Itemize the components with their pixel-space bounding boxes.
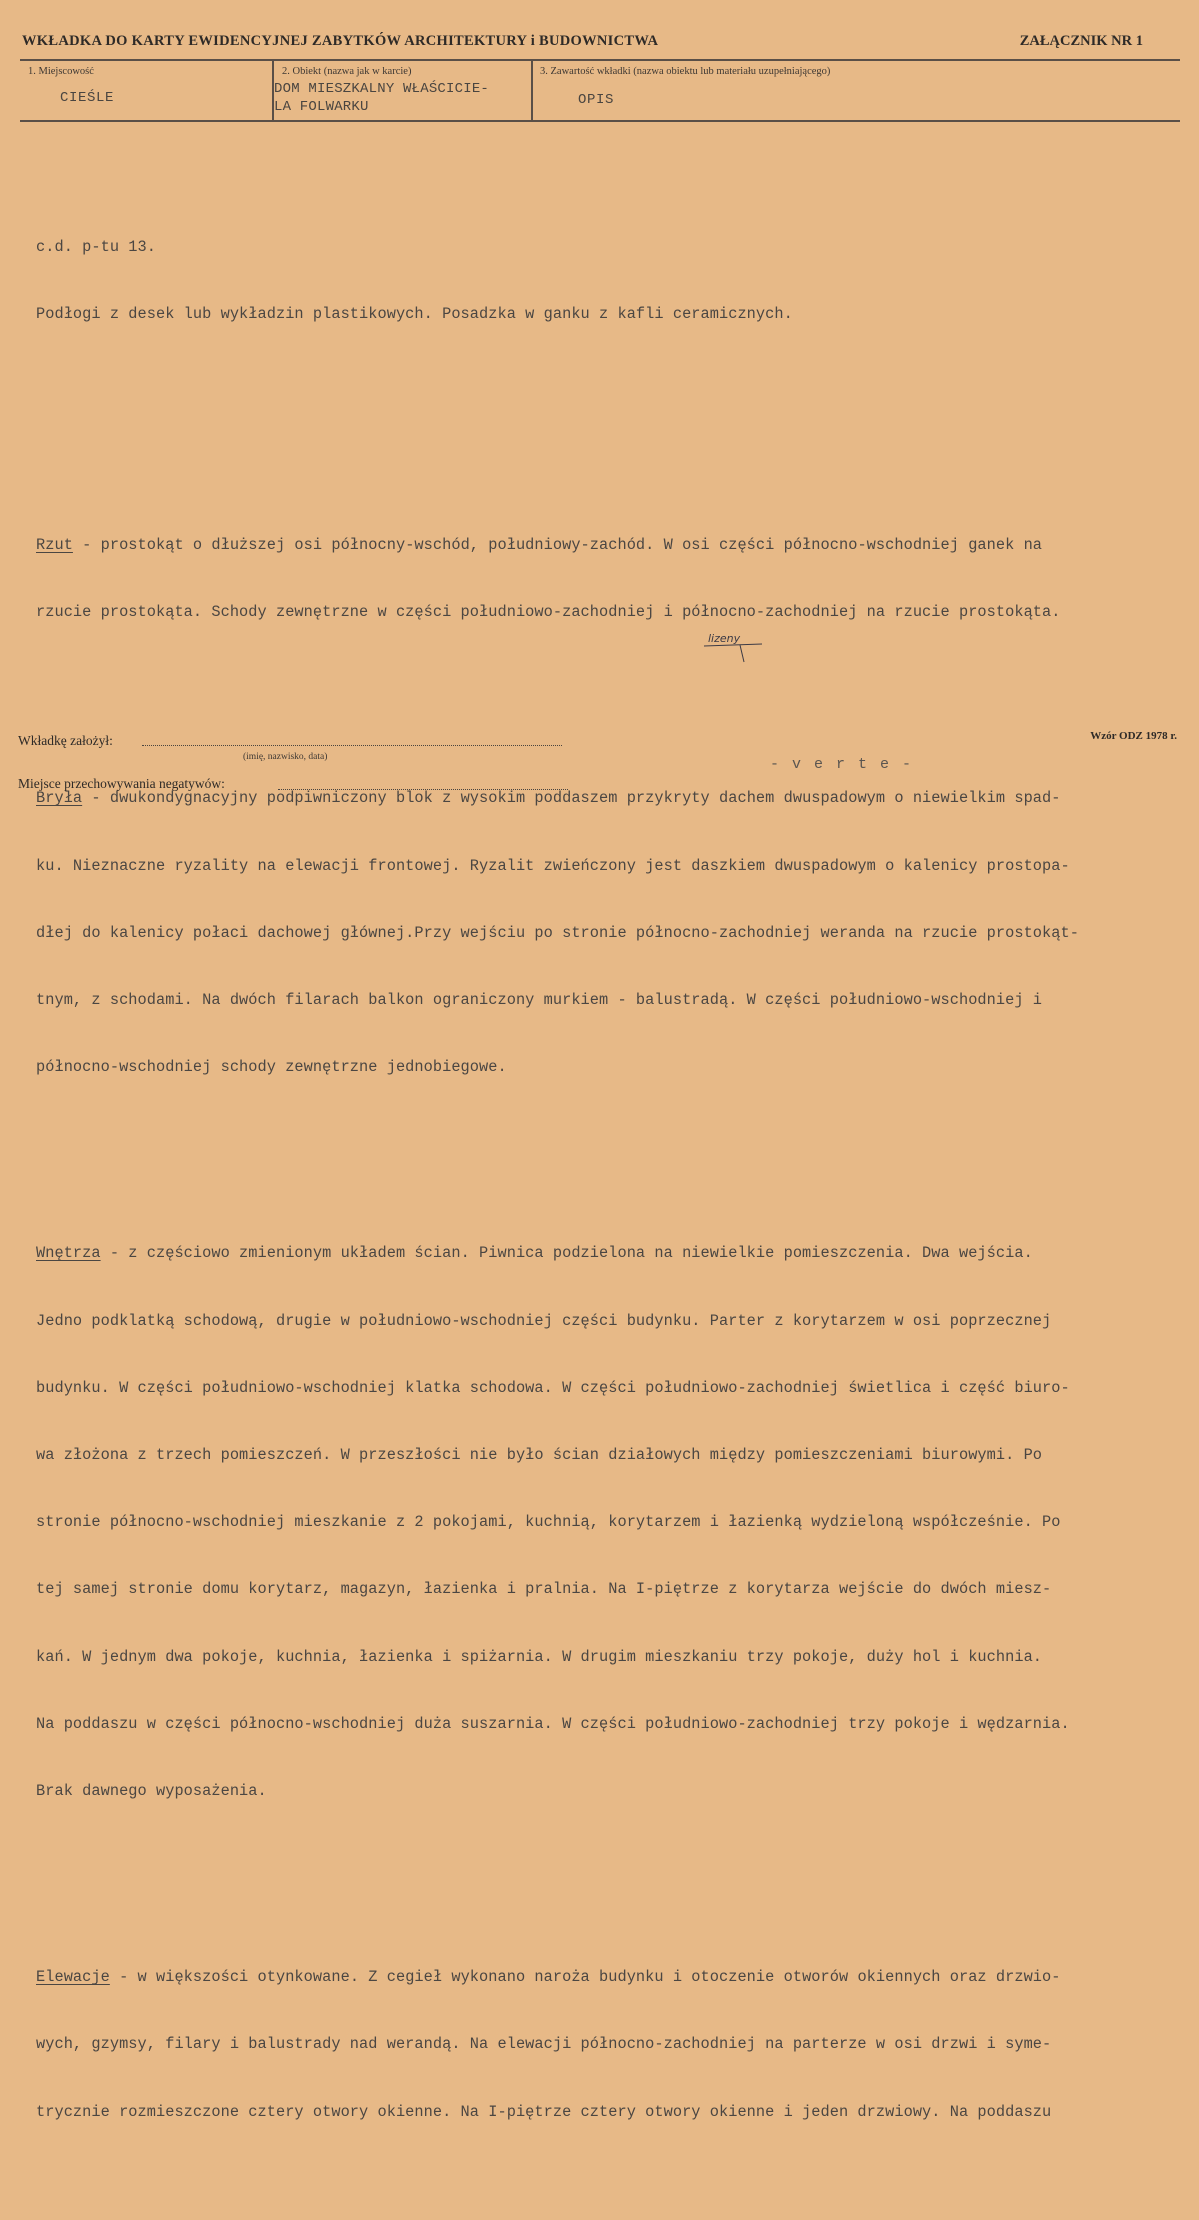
section-line: - z częściowo zmienionym układem ścian. Piwnica podzielona na niewielkie pomieszczenia. Dwa wejścia. bbox=[100, 1244, 1033, 1263]
created-by-line bbox=[142, 745, 562, 746]
section-line: - prostokąt o dłuższej osi północny-wschód, południowy-zachód. W osi części północno-wschodniej ganek na bbox=[72, 535, 1043, 554]
section-wnetrza bbox=[36, 1198, 1196, 1848]
object-value-line-1: DOM MIESZKALNY WŁAŚCICIE- bbox=[274, 81, 490, 97]
object-value-line-2: LA FOLWARKU bbox=[274, 99, 369, 115]
section-line: budynku. W części południowo-wschodniej klatka schodowa. W części południowo-zachodniej świetlica i część biuro- bbox=[36, 1378, 1070, 1397]
section-bryla bbox=[36, 743, 1196, 1124]
section-line: - dwukondygnacyjny podpiwniczony blok z wysokim poddaszem przykryty dachem dwuspadowym o niewielkim spad- bbox=[82, 789, 1061, 808]
section-line: tnym, z schodami. Na dwóch filarach balkon ograniczony murkiem - balustradą. W części południowo-wschodniej i bbox=[36, 990, 1043, 1009]
section-line: rzucie prostokąta. Schody zewnętrzne w części południowo-zachodniej i północno-zachodniej na rzucie prostokąta. bbox=[36, 603, 1061, 622]
section-line: wa złożona z trzech pomieszczeń. W przeszłości nie było ścian działowych między pomieszczeniami biurowymi. Po bbox=[36, 1445, 1043, 1464]
description-body bbox=[36, 146, 1196, 2220]
locality-value: CIEŚLE bbox=[60, 90, 115, 106]
handwritten-insert: lizeny bbox=[708, 632, 741, 645]
content-label: 3. Zawartość wkładki (nazwa obiektu lub materiału uzupełniającego) bbox=[540, 66, 831, 77]
section-line: trycznie rozmieszczone cztery otwory okienne. Na I-piętrze cztery otwory okienne i jeden drzwiowy. Na poddaszu bbox=[36, 2102, 1052, 2121]
negatives-line bbox=[278, 789, 568, 790]
intro-line: Podłogi z desek lub wykładzin plastikowych. Posadzka w ganku z kafli ceramicznych. bbox=[36, 304, 793, 323]
section-line: Brak dawnego wyposażenia. bbox=[36, 1781, 267, 1800]
content-value: OPIS bbox=[578, 92, 615, 108]
section-heading: Elewacje bbox=[36, 1968, 110, 1987]
section-rzut bbox=[36, 489, 1196, 668]
section-line: - w większości otynkowane. Z cegieł wykonano naroża budynku i otoczenie otworów okiennych oraz drzwio- bbox=[109, 1968, 1061, 1987]
locality-label: 1. Miejscowość bbox=[28, 66, 94, 77]
section-heading: Wnętrza bbox=[36, 1244, 101, 1263]
section-line: północno-wschodniej schody zewnętrzne jednobiegowe. bbox=[36, 1058, 507, 1077]
annex-number: ZAŁĄCZNIK NR 1 bbox=[1019, 33, 1143, 49]
created-by-label: Wkładkę założył: bbox=[18, 733, 113, 748]
handwritten-caret-mark bbox=[700, 640, 780, 664]
verte-note: - v e r t e - bbox=[770, 756, 914, 773]
intro-block bbox=[36, 191, 1196, 370]
header-divider-2 bbox=[531, 59, 533, 121]
form-reference: Wzór ODZ 1978 r. bbox=[1090, 730, 1177, 742]
section-heading: Rzut bbox=[36, 535, 73, 554]
section-line: Na poddaszu w części północno-wschodniej duża suszarnia. W części południowo-zachodniej trzy pokoje i wędzarnia. bbox=[36, 1714, 1070, 1733]
object-label: 2. Obiekt (nazwa jak w karcie) bbox=[282, 66, 412, 77]
section-elewacje bbox=[36, 1921, 1196, 2167]
header-bottom-rule bbox=[20, 120, 1180, 122]
section-line: tej samej stronie domu korytarz, magazyn, łazienka i pralnia. Na I-piętrze z korytarza wejście do dwóch miesz- bbox=[36, 1580, 1052, 1599]
negatives-label: Miejsce przechowywania negatywów: bbox=[18, 776, 225, 791]
section-line: kań. W jednym dwa pokoje, kuchnia, łazienka i spiżarnia. W drugim mieszkaniu trzy pokoje, duży hol i kuchnia. bbox=[36, 1647, 1043, 1666]
created-by-hint: (imię, nazwisko, data) bbox=[243, 752, 328, 762]
section-heading: Bryła bbox=[36, 789, 83, 808]
intro-line: c.d. p-tu 13. bbox=[36, 237, 156, 256]
form-title: WKŁADKA DO KARTY EWIDENCYJNEJ ZABYTKÓW ARCHITEKTURY i BUDOWNICTWA bbox=[22, 33, 659, 49]
section-line: ku. Nieznaczne ryzality na elewacji frontowej. Ryzalit zwieńczony jest daszkiem dwuspadowym o kalenicy prostopa- bbox=[36, 856, 1070, 875]
section-line: Jedno podklatką schodową, drugie w południowo-wschodniej części budynku. Parter z korytarzem w osi poprzecznej bbox=[36, 1311, 1052, 1330]
section-line: stronie północno-wschodniej mieszkanie z 2 pokojami, kuchnią, korytarzem i łazienką wydzieloną współcześnie. Po bbox=[36, 1513, 1061, 1532]
header-top-rule bbox=[20, 59, 1180, 61]
section-line: dłej do kalenicy połaci dachowej głównej.Przy wejściu po stronie północno-zachodniej weranda na rzucie prostokąt- bbox=[36, 923, 1079, 942]
section-line: wych, gzymsy, filary i balustrady nad werandą. Na elewacji północno-zachodniej na parterze w osi drzwi i syme- bbox=[36, 2035, 1052, 2054]
